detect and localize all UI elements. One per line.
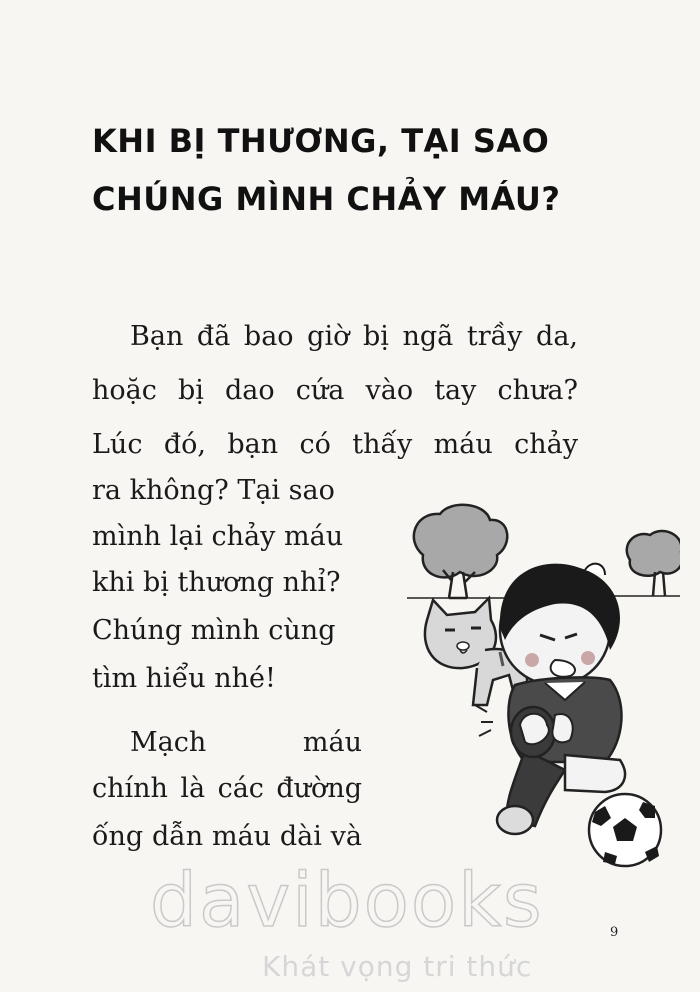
tree-icon xyxy=(407,505,525,598)
paragraph-line: ống dẫn máu dài và xyxy=(92,821,362,852)
paragraph-line: Lúc đó, bạn có thấy máu chảy xyxy=(92,429,578,460)
paragraph-line: Mạch máu xyxy=(130,727,362,758)
title-line-2: CHÚNG MÌNH CHẢY MÁU? xyxy=(92,180,561,218)
paragraph-line: Bạn đã bao giờ bị ngã trầy da, xyxy=(130,321,578,352)
tree-icon xyxy=(613,531,680,596)
boy-icon xyxy=(475,564,625,834)
paragraph-line: hoặc bị dao cứa vào tay chưa? xyxy=(92,375,578,406)
paragraph-line: mình lại chảy máu xyxy=(92,521,344,552)
boy-with-cat-and-soccer-ball-illustration xyxy=(405,500,680,880)
page-number: 9 xyxy=(610,925,619,940)
paragraph-line: Chúng mình cùng xyxy=(92,615,336,646)
page-title xyxy=(92,112,632,228)
paragraph-line: ra không? Tại sao xyxy=(92,475,335,506)
watermark-tagline: Khát vọng tri thức xyxy=(262,950,533,983)
paragraph-line: chính là các đường xyxy=(92,773,362,804)
title-line-1: KHI BỊ THƯƠNG, TẠI SAO xyxy=(92,122,550,160)
paragraph-line: tìm hiểu nhé! xyxy=(92,663,276,694)
soccer-ball-icon xyxy=(589,794,661,866)
watermark-brand: davibooks xyxy=(150,858,544,944)
paragraph-line: khi bị thương nhỉ? xyxy=(92,567,341,598)
